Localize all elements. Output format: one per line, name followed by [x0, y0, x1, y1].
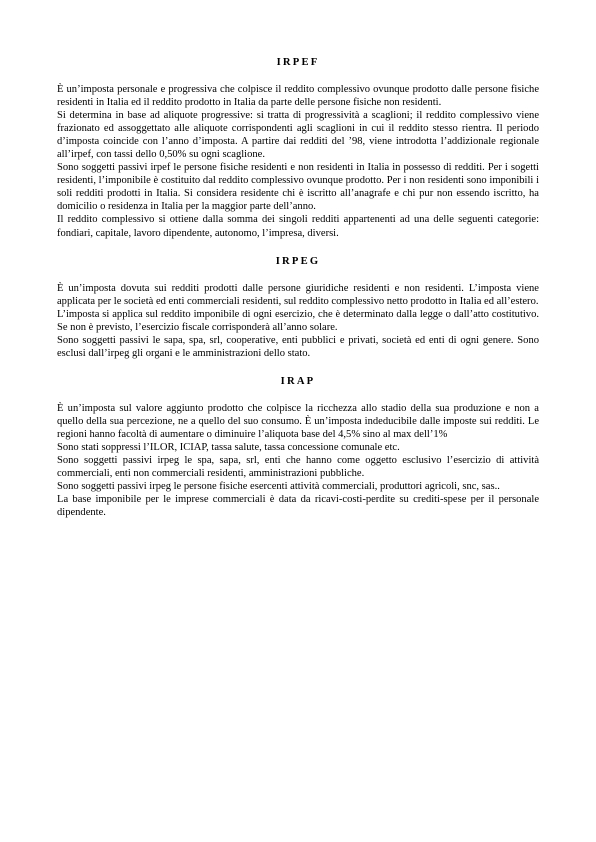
- paragraph: L’imposta si applica sul reddito imponibile di ogni esercizio, che è determinato dalla legge o dall’atto costitutivo. Se non è previsto, l’esercizio fiscale corrisponderà all’anno solare.: [57, 308, 539, 333]
- section-title-irap: IRAP: [280, 375, 316, 387]
- section-title-irpeg: IRPEG: [275, 255, 321, 267]
- paragraph: La base imponibile per le imprese commerciali è data da ricavi-costi-perdite su crediti-spese per il personale dipendente.: [57, 494, 539, 519]
- paragraph: Sono soggetti passivi le sapa, spa, srl, cooperative, enti pubblici e privati, società ed enti di ogni genere. Sono esclusi dall’irpeg gli organi e le amministrazioni dello stato.: [57, 334, 539, 359]
- paragraph: È un’imposta personale e progressiva che colpisce il reddito complessivo ovunque prodotto dalle persone fisiche residenti in Italia ed il reddito prodotto in Italia da parte delle persone fisiche non residenti.: [57, 84, 539, 109]
- section-body-irpef: [57, 83, 539, 240]
- paragraph: Sono soggetti passivi irpeg le spa, sapa, srl, enti che hanno come oggetto esclusivo l’esercizio di attività commerciali, enti non commerciali residenti, amministrazioni pubbliche.: [57, 455, 539, 480]
- section-body-irpeg: [57, 282, 539, 360]
- paragraph: Si determina in base ad aliquote progressive: si tratta di progressività a scaglioni; il reddito complessivo viene frazionato ed assoggettato alle aliquote corrispondenti agli scaglioni in cui il reddito stesso rientra. Il periodo d’imposta coincide con l’anno d’imposta. A partire dai redditi del ’98, viene introdotta l’addizionale regionale all’irpef, con tassi dello 0,50% su ogni scaglione.: [57, 110, 539, 161]
- paragraph: Sono stati soppressi l’ILOR, ICIAP, tassa salute, tassa concessione comunale etc.: [57, 441, 400, 453]
- section-title-irpef: IRPEF: [276, 57, 320, 68]
- paragraph: Il reddito complessivo si ottiene dalla somma dei singoli redditi appartenenti ad una delle seguenti categorie: fondiari, capitale, lavoro dipendente, autonomo, l’impresa, diversi.: [57, 214, 539, 239]
- paragraph: È un’imposta sul valore aggiunto prodotto che colpisce la ricchezza allo stadio della sua produzione e non a quello della sua percezione, ne a quello del suo consumo. È un’imposta indeducibile dalle imposte sui redditi. Le regioni hanno facoltà di aumentare o diminuire l’aliquota base del 4,5% sino al max dell’1%: [57, 402, 539, 440]
- paragraph: Sono soggetti passivi irpeg le persone fisiche esercenti attività commerciali, produttori agricoli, snc, sas..: [57, 481, 500, 493]
- paragraph: È un’imposta dovuta sui redditi prodotti dalle persone giuridiche residenti e non residenti. L’imposta viene applicata per le società ed enti commerciali residenti, sul reddito complessivo netto prodotto in Italia ed all’estero.: [57, 282, 539, 307]
- section-body-irap: [57, 402, 539, 519]
- paragraph: Sono soggetti passivi irpef le persone fisiche residenti e non residenti in Italia in possesso di redditi. Per i sogetti residenti, l’imponibile è costituito dal reddito complessivo ovunque prodotto. Per i non residenti sono imponibili i soli redditi prodotti in Italia. Si considera residente chi è iscritto all’anagrafe e chi pur non essendo iscritto, ha domicilio o residenza in Italia per la maggior parte dell’anno.: [57, 162, 539, 213]
